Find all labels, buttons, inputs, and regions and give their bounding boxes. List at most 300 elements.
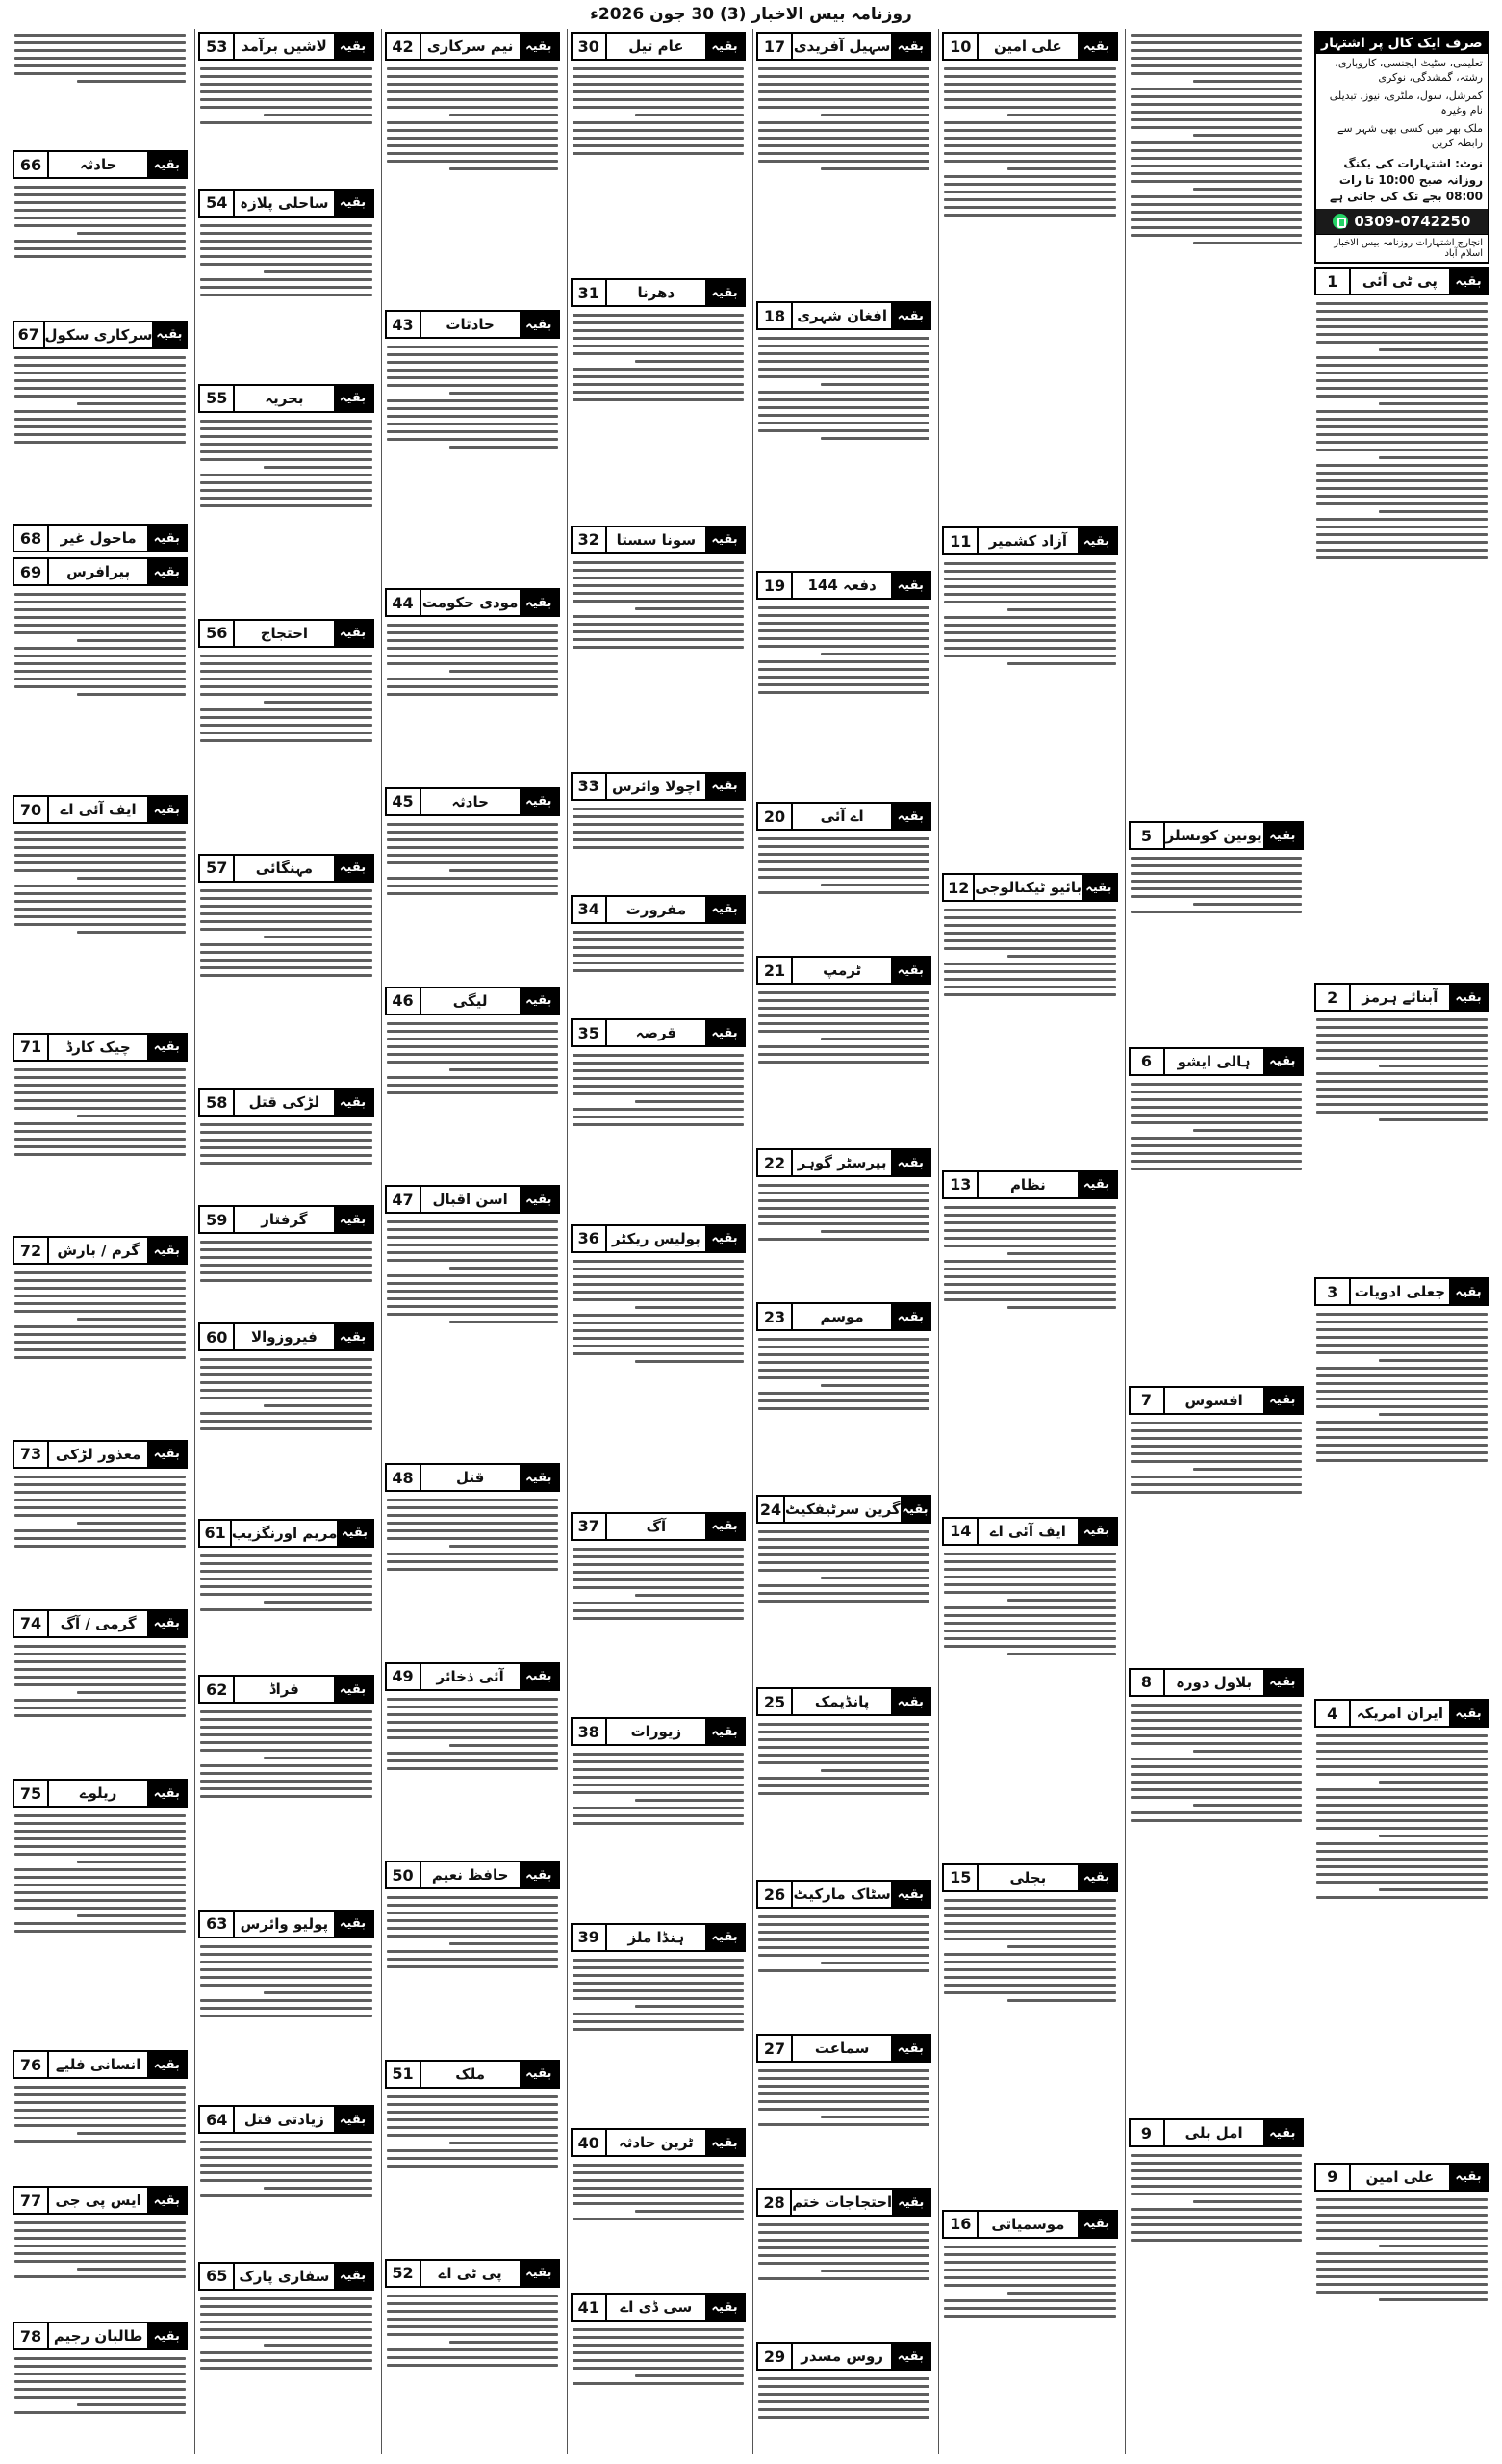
story-number: 40 — [573, 2130, 607, 2155]
text-line — [1316, 318, 1488, 321]
story-heading[interactable] — [1129, 1386, 1304, 1415]
text-line — [1131, 1437, 1302, 1440]
text-line — [1316, 1765, 1488, 1768]
story-heading[interactable] — [13, 1236, 188, 1265]
story-number: 50 — [387, 1862, 421, 1887]
text-line — [635, 607, 744, 610]
text-line — [264, 1404, 372, 1407]
story-heading[interactable] — [1129, 821, 1304, 850]
story-heading[interactable] — [942, 32, 1117, 61]
text-line — [1131, 1160, 1302, 1163]
story-heading[interactable] — [756, 1302, 931, 1331]
text-line — [14, 1683, 186, 1686]
story-heading[interactable] — [13, 795, 188, 824]
story-heading[interactable] — [385, 787, 560, 816]
text-line — [758, 691, 929, 694]
text-line — [14, 885, 186, 887]
story-heading[interactable] — [756, 1880, 931, 1909]
story-heading[interactable] — [1129, 1047, 1304, 1076]
text-line — [821, 167, 929, 170]
story-heading[interactable] — [385, 2060, 560, 2089]
story-body — [198, 885, 373, 1086]
story-heading[interactable] — [571, 2128, 746, 2157]
story-body — [942, 557, 1117, 870]
story-heading[interactable] — [198, 32, 373, 61]
text-line — [573, 1997, 744, 2000]
story-number: 46 — [387, 988, 421, 1014]
text-line — [573, 954, 744, 957]
text-line — [1131, 64, 1302, 67]
text-line — [1316, 1049, 1488, 1052]
text-line — [1131, 118, 1302, 121]
text-line — [200, 263, 371, 266]
story-heading[interactable] — [571, 1923, 746, 1952]
story-heading[interactable] — [571, 1717, 746, 1746]
story-heading[interactable] — [571, 1224, 746, 1253]
text-line — [200, 1256, 371, 1259]
text-line — [944, 1622, 1115, 1625]
story-number: 38 — [573, 1719, 607, 1744]
story-heading[interactable] — [756, 802, 931, 831]
text-line — [387, 2111, 558, 2114]
text-line — [14, 869, 186, 872]
news-story — [571, 769, 746, 892]
story-heading[interactable] — [571, 895, 746, 924]
text-line — [77, 402, 186, 405]
story-title: زیورات — [630, 1723, 682, 1741]
text-line — [573, 67, 744, 70]
story-number: 2 — [1316, 985, 1351, 1010]
text-line — [200, 247, 371, 250]
story-heading[interactable] — [1314, 1699, 1489, 1728]
story-heading[interactable] — [942, 1170, 1117, 1199]
news-story — [571, 2290, 746, 2454]
story-heading[interactable] — [756, 571, 931, 600]
story-heading[interactable] — [1314, 267, 1489, 295]
story-number: 55 — [200, 386, 235, 411]
text-line — [573, 98, 744, 101]
continued-tag: بقیہ — [152, 322, 186, 347]
text-line — [1316, 1451, 1488, 1454]
news-story — [942, 524, 1117, 870]
story-number: 54 — [200, 191, 235, 216]
text-line — [77, 2132, 186, 2135]
text-line — [387, 137, 558, 140]
news-story — [571, 1221, 746, 1509]
text-line — [573, 1768, 744, 1771]
text-line — [573, 931, 744, 934]
story-heading[interactable] — [385, 1463, 560, 1492]
text-line — [14, 1922, 186, 1925]
text-line — [758, 1376, 929, 1379]
story-heading[interactable] — [198, 1910, 373, 1938]
story-heading[interactable] — [1129, 1668, 1304, 1697]
news-column — [752, 29, 934, 2454]
story-heading[interactable] — [942, 1863, 1117, 1892]
text-line — [758, 398, 929, 401]
story-heading[interactable] — [756, 2034, 931, 2063]
text-line — [387, 2295, 558, 2297]
text-line — [1131, 1773, 1302, 1776]
story-heading[interactable] — [385, 2259, 560, 2288]
text-line — [14, 2109, 186, 2112]
text-line — [77, 1522, 186, 1525]
text-line — [573, 630, 744, 633]
story-heading[interactable] — [385, 588, 560, 617]
text-line — [944, 939, 1115, 942]
text-line — [758, 1754, 929, 1757]
text-line — [1379, 402, 1488, 405]
news-story — [13, 792, 188, 1030]
story-heading[interactable] — [942, 1517, 1117, 1546]
text-line — [944, 1576, 1115, 1578]
text-line — [387, 1244, 558, 1246]
story-heading[interactable] — [1314, 2163, 1489, 2192]
text-line — [1131, 1734, 1302, 1737]
text-line — [200, 2141, 371, 2143]
story-heading[interactable] — [13, 150, 188, 179]
story-body — [942, 1894, 1117, 2207]
story-heading[interactable] — [756, 1687, 931, 1716]
continued-tag: بقیہ — [520, 1862, 558, 1887]
story-heading[interactable] — [756, 1148, 931, 1177]
news-story — [571, 2125, 746, 2290]
text-line — [200, 2336, 371, 2339]
story-heading[interactable] — [571, 2293, 746, 2322]
story-heading[interactable] — [942, 2210, 1117, 2239]
text-line — [14, 2373, 186, 2375]
text-line — [14, 387, 186, 390]
story-heading[interactable] — [385, 987, 560, 1015]
story-heading[interactable] — [13, 1033, 188, 1062]
story-title: جعلی ادویات — [1354, 1283, 1446, 1301]
story-title: آبنائے ہرمز — [1362, 988, 1438, 1007]
story-heading[interactable] — [571, 32, 746, 61]
story-number: 21 — [758, 958, 793, 983]
story-heading[interactable] — [756, 1495, 931, 1524]
text-line — [758, 2100, 929, 2103]
news-story — [942, 1861, 1117, 2207]
text-line — [77, 1115, 186, 1117]
text-line — [387, 1560, 558, 1563]
text-line — [387, 1958, 558, 1961]
story-number: 59 — [200, 1207, 235, 1232]
ad-phone[interactable] — [1316, 209, 1488, 234]
text-line — [573, 1814, 744, 1817]
text-line — [1131, 1765, 1302, 1768]
text-line — [200, 474, 371, 476]
text-line — [264, 1757, 372, 1759]
text-line — [14, 2117, 186, 2119]
text-line — [758, 1792, 929, 1795]
text-line — [1316, 2275, 1488, 2278]
story-heading[interactable] — [1314, 1277, 1489, 1306]
news-story — [13, 554, 188, 792]
story-heading[interactable] — [756, 32, 931, 61]
story-heading[interactable] — [571, 1512, 746, 1541]
text-line — [821, 383, 929, 386]
story-heading[interactable] — [385, 1185, 560, 1214]
text-line — [1131, 2177, 1302, 2180]
story-body — [571, 1543, 746, 1715]
text-line — [14, 1676, 186, 1679]
text-line — [758, 1338, 929, 1341]
text-line — [758, 1592, 929, 1595]
continued-tag: بقیہ — [147, 559, 186, 584]
text-line — [758, 2377, 929, 2380]
story-heading[interactable] — [385, 1861, 560, 1889]
story-number: 45 — [387, 789, 421, 814]
text-line — [821, 1384, 929, 1387]
text-line — [264, 114, 372, 116]
story-heading[interactable] — [13, 1609, 188, 1638]
story-heading[interactable] — [942, 873, 1117, 902]
text-line — [758, 152, 929, 155]
news-story — [13, 1030, 188, 1233]
story-title: گرفتار — [261, 1211, 308, 1229]
story-title: افسوس — [1184, 1391, 1243, 1409]
story-heading[interactable] — [13, 1440, 188, 1469]
text-line — [758, 160, 929, 163]
story-heading[interactable] — [756, 2188, 931, 2217]
text-line — [1131, 72, 1302, 75]
continued-tag: بقیہ — [1078, 528, 1116, 553]
text-line — [573, 1753, 744, 1756]
story-heading[interactable] — [571, 1018, 746, 1047]
text-line — [1316, 1842, 1488, 1845]
story-heading[interactable] — [198, 2105, 373, 2134]
news-story — [13, 1437, 188, 1606]
story-heading[interactable] — [756, 956, 931, 985]
text-line — [573, 121, 744, 124]
text-line — [944, 1553, 1115, 1555]
story-heading[interactable] — [13, 2050, 188, 2079]
text-line — [14, 1153, 186, 1156]
story-heading[interactable] — [198, 1675, 373, 1704]
news-story — [942, 2207, 1117, 2454]
story-heading[interactable] — [13, 1779, 188, 1808]
text-line — [1316, 2214, 1488, 2217]
text-line — [387, 1927, 558, 1930]
story-heading[interactable] — [571, 526, 746, 554]
text-line — [14, 34, 186, 37]
story-heading[interactable] — [198, 1519, 373, 1548]
story-title: یونین کونسلز — [1165, 827, 1262, 845]
story-heading[interactable] — [198, 1088, 373, 1116]
news-story — [13, 318, 188, 521]
text-line — [758, 368, 929, 371]
text-line — [14, 186, 186, 189]
text-line — [573, 592, 744, 595]
text-line — [200, 232, 371, 235]
text-line — [573, 1791, 744, 1794]
story-title: ٹرین حادثہ — [618, 2134, 694, 2152]
story-body — [756, 833, 931, 953]
news-story — [198, 186, 373, 381]
story-body — [1129, 1699, 1304, 2117]
story-heading[interactable] — [198, 854, 373, 883]
text-line — [14, 1822, 186, 1825]
text-line — [821, 1230, 929, 1233]
text-line — [387, 2157, 558, 2160]
story-body — [942, 1548, 1117, 1861]
story-number: 10 — [944, 34, 979, 59]
text-line — [387, 1061, 558, 1064]
text-line — [944, 67, 1115, 70]
text-line — [573, 1760, 744, 1763]
story-title: ریلوے — [79, 1784, 117, 1803]
text-line — [758, 98, 929, 101]
text-line — [573, 398, 744, 401]
text-line — [1193, 80, 1302, 83]
text-line — [758, 391, 929, 394]
text-line — [200, 1578, 371, 1580]
text-line — [1379, 1835, 1488, 1837]
continued-tag: بقیہ — [1449, 2165, 1488, 2190]
text-line — [1193, 1468, 1302, 1471]
story-heading[interactable] — [198, 384, 373, 413]
text-line — [944, 578, 1115, 580]
story-number: 48 — [387, 1465, 421, 1490]
news-story — [1314, 1696, 1489, 2159]
text-line — [1007, 2292, 1116, 2295]
story-heading[interactable] — [756, 301, 931, 330]
text-line — [944, 1922, 1115, 1925]
ad-note: نوٹ: اشتہارات کی بکنگ روزانہ صبح 10:00 تا رات 08:00 بجے تک کی جاتی ہے — [1329, 157, 1483, 203]
story-heading[interactable] — [571, 278, 746, 307]
text-line — [758, 2123, 929, 2126]
text-line — [758, 429, 929, 432]
text-line — [200, 1741, 371, 1744]
story-heading[interactable] — [385, 32, 560, 61]
story-number: 36 — [573, 1226, 607, 1251]
text-line — [1131, 1727, 1302, 1730]
story-heading[interactable] — [942, 526, 1117, 555]
text-line — [1131, 1788, 1302, 1791]
text-line — [573, 345, 744, 347]
news-story — [1129, 818, 1304, 1043]
text-line — [944, 1984, 1115, 1987]
text-line — [14, 1668, 186, 1671]
story-number: 51 — [387, 2062, 421, 2087]
text-line — [387, 160, 558, 163]
story-heading[interactable] — [13, 2322, 188, 2350]
text-line — [14, 670, 186, 673]
story-title: لیگی — [452, 991, 488, 1010]
story-heading[interactable] — [385, 1662, 560, 1691]
story-heading[interactable] — [198, 189, 373, 218]
text-line — [758, 1184, 929, 1187]
text-line — [1131, 95, 1302, 98]
story-body — [13, 351, 188, 521]
story-title: ایف آئی اے — [60, 801, 137, 819]
story-heading[interactable] — [756, 2342, 931, 2371]
text-line — [387, 1045, 558, 1048]
story-number: 72 — [14, 1238, 49, 1263]
text-line — [1379, 348, 1488, 351]
ad-phone-number[interactable]: 0309-0742250 — [1354, 213, 1471, 230]
news-story — [385, 1659, 560, 1859]
news-story — [756, 298, 931, 568]
story-title: لڑکی قتل — [248, 1093, 320, 1112]
story-title: ہالی ایشو — [1177, 1052, 1251, 1070]
continued-tag: بقیہ — [1449, 1279, 1488, 1304]
story-body — [756, 63, 931, 298]
story-title: حافظ نعیم — [431, 1866, 509, 1885]
text-line — [944, 962, 1115, 965]
continued-tag: بقیہ — [1263, 2120, 1302, 2145]
story-heading[interactable] — [1314, 983, 1489, 1012]
news-story — [942, 870, 1117, 1168]
text-line — [573, 106, 744, 109]
story-heading[interactable] — [198, 619, 373, 648]
story-heading[interactable] — [13, 321, 188, 349]
story-body — [13, 1064, 188, 1233]
text-line — [200, 951, 371, 954]
text-line — [944, 570, 1115, 573]
text-line — [1131, 1719, 1302, 1722]
text-line — [200, 1953, 371, 1956]
story-body — [942, 1201, 1117, 1514]
text-line — [200, 1733, 371, 1736]
news-story — [13, 1233, 188, 1436]
story-number: 60 — [200, 1324, 235, 1349]
text-line — [944, 1283, 1115, 1286]
text-line — [573, 1982, 744, 1985]
story-number: 52 — [387, 2261, 421, 2286]
story-heading[interactable] — [571, 772, 746, 801]
story-heading[interactable] — [13, 2186, 188, 2215]
story-heading[interactable] — [13, 557, 188, 586]
text-line — [200, 1570, 371, 1573]
story-heading[interactable] — [198, 1205, 373, 1234]
text-line — [387, 654, 558, 657]
text-line — [1316, 2237, 1488, 2240]
story-heading[interactable] — [198, 2262, 373, 2291]
text-line — [387, 2103, 558, 2106]
story-heading[interactable] — [385, 310, 560, 339]
story-heading[interactable] — [1129, 2118, 1304, 2147]
story-title: مہنگائی — [255, 859, 314, 877]
text-line — [14, 441, 186, 444]
text-line — [1007, 1945, 1116, 1948]
text-line — [944, 624, 1115, 627]
text-line — [573, 1054, 744, 1057]
text-line — [14, 1837, 186, 1840]
text-line — [573, 2164, 744, 2167]
text-line — [1131, 895, 1302, 898]
text-line — [449, 114, 558, 116]
story-body — [13, 826, 188, 1030]
text-line — [387, 2333, 558, 2336]
text-line — [821, 2116, 929, 2118]
continued-tag: بقیہ — [520, 988, 558, 1014]
text-line — [14, 601, 186, 603]
text-line — [758, 75, 929, 78]
text-line — [200, 2171, 371, 2174]
text-line — [387, 2364, 558, 2367]
story-heading[interactable] — [198, 1322, 373, 1351]
story-heading[interactable] — [13, 524, 188, 552]
text-line — [1379, 1065, 1488, 1067]
continued-tag: بقیہ — [705, 774, 744, 799]
text-line — [1131, 1781, 1302, 1784]
text-line — [573, 1989, 744, 1992]
continued-tag: بقیہ — [891, 958, 929, 983]
text-line — [758, 1053, 929, 1056]
text-line — [200, 2015, 371, 2017]
text-line — [387, 2310, 558, 2313]
